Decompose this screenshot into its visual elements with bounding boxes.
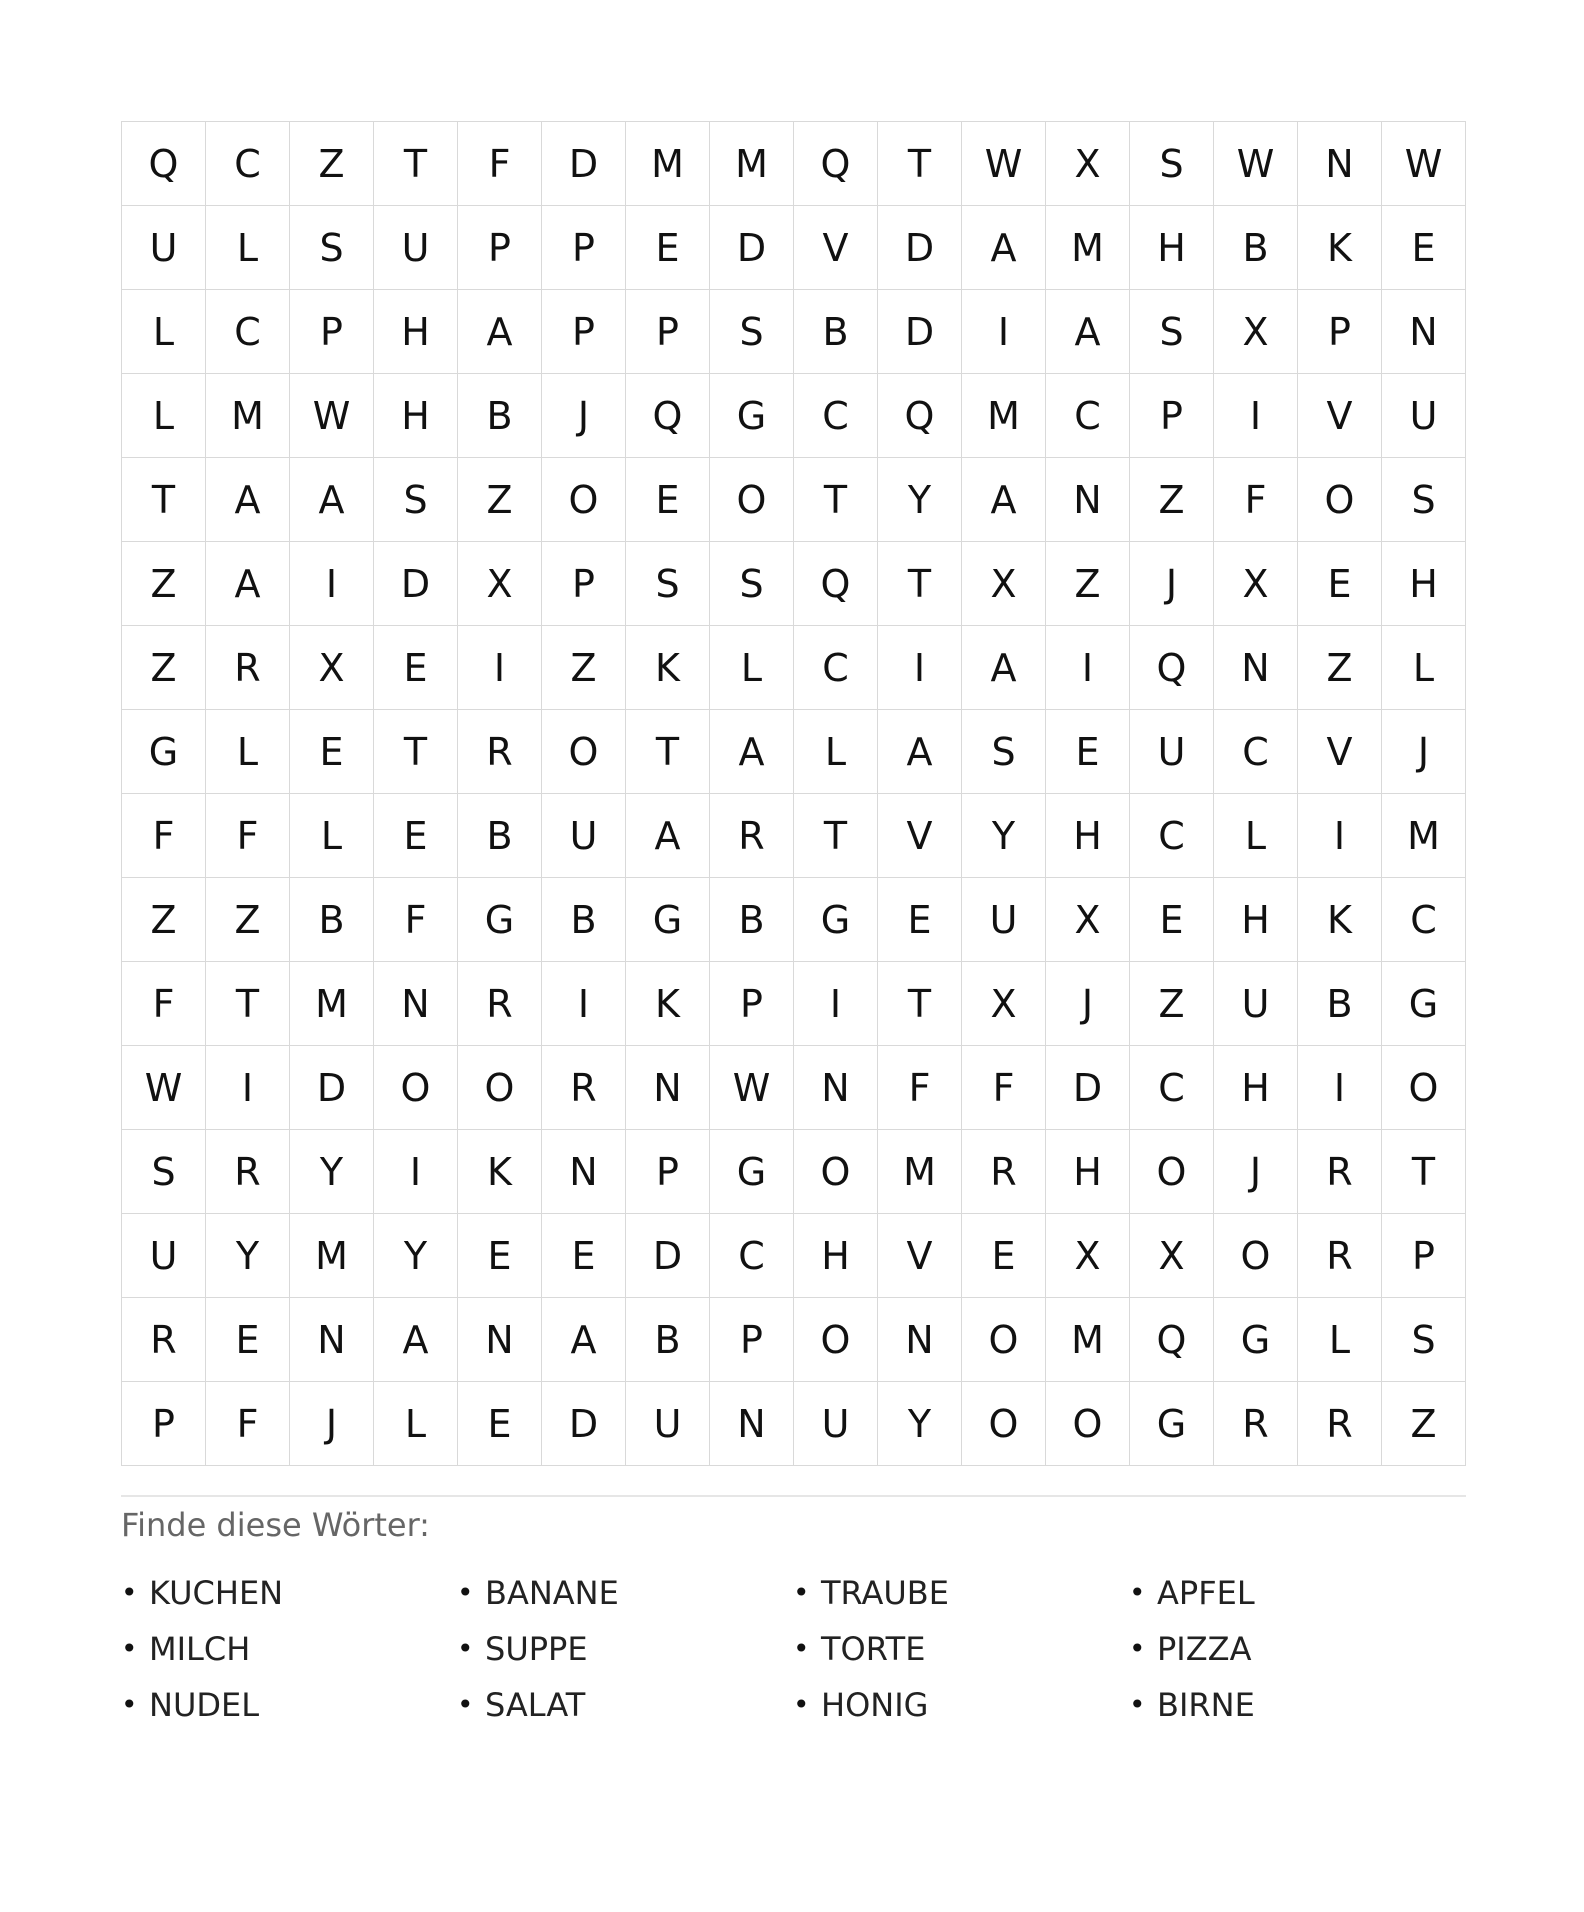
grid-cell[interactable]: I (1298, 1046, 1382, 1130)
grid-cell[interactable]: V (878, 1214, 962, 1298)
grid-cell[interactable]: E (1382, 206, 1466, 290)
grid-cell[interactable]: L (710, 626, 794, 710)
grid-cell[interactable]: K (626, 626, 710, 710)
grid-cell[interactable]: C (1046, 374, 1130, 458)
word-list-item (1129, 1565, 1465, 1621)
grid-cell[interactable]: E (878, 878, 962, 962)
word-label: PIZZA (1157, 1630, 1252, 1668)
grid-cell[interactable]: C (206, 122, 290, 206)
grid-cell[interactable]: G (794, 878, 878, 962)
grid-cell[interactable]: Z (1130, 458, 1214, 542)
grid-cell[interactable]: Y (962, 794, 1046, 878)
grid-cell[interactable]: A (374, 1298, 458, 1382)
grid-cell[interactable]: Z (122, 878, 206, 962)
grid-cell[interactable]: L (794, 710, 878, 794)
grid-cell[interactable]: T (122, 458, 206, 542)
grid-cell[interactable]: J (1046, 962, 1130, 1046)
grid-cell[interactable]: V (878, 794, 962, 878)
word-list-item (457, 1565, 793, 1621)
grid-cell[interactable]: L (1214, 794, 1298, 878)
grid-cell[interactable]: L (1382, 626, 1466, 710)
grid-cell[interactable]: A (542, 1298, 626, 1382)
grid-cell[interactable]: Y (290, 1130, 374, 1214)
grid-cell[interactable]: G (1382, 962, 1466, 1046)
grid-cell[interactable]: Q (1130, 1298, 1214, 1382)
grid-cell[interactable]: U (1214, 962, 1298, 1046)
grid-cell[interactable]: P (1298, 290, 1382, 374)
grid-cell[interactable]: I (374, 1130, 458, 1214)
grid-cell[interactable]: K (1298, 878, 1382, 962)
grid-cell[interactable]: U (1382, 374, 1466, 458)
grid-cell[interactable]: E (626, 206, 710, 290)
grid-cell[interactable]: X (458, 542, 542, 626)
grid-cell[interactable]: R (710, 794, 794, 878)
grid-cell[interactable]: Y (206, 1214, 290, 1298)
grid-cell[interactable]: Q (794, 542, 878, 626)
grid-cell[interactable]: R (1214, 1382, 1298, 1466)
grid-cell[interactable]: S (1382, 458, 1466, 542)
word-list-item (457, 1677, 793, 1733)
grid-cell[interactable]: O (794, 1298, 878, 1382)
grid-cell[interactable]: O (1382, 1046, 1466, 1130)
grid-cell[interactable]: Z (1046, 542, 1130, 626)
grid-cell[interactable]: P (1382, 1214, 1466, 1298)
grid-cell[interactable]: U (962, 878, 1046, 962)
grid-cell[interactable]: N (374, 962, 458, 1046)
word-label: SALAT (485, 1686, 586, 1724)
grid-cell[interactable]: A (962, 626, 1046, 710)
grid-cell[interactable]: C (206, 290, 290, 374)
grid-cell[interactable]: E (290, 710, 374, 794)
grid-cell[interactable]: S (1130, 290, 1214, 374)
grid-cell[interactable]: G (458, 878, 542, 962)
grid-cell[interactable]: X (1214, 542, 1298, 626)
grid-cell[interactable]: Z (1298, 626, 1382, 710)
grid-cell[interactable]: C (1214, 710, 1298, 794)
bullet-icon: • (121, 1688, 138, 1721)
grid-cell[interactable]: Y (878, 1382, 962, 1466)
word-list-item (1129, 1621, 1465, 1677)
grid-cell[interactable]: Y (374, 1214, 458, 1298)
grid-cell[interactable]: F (962, 1046, 1046, 1130)
grid-cell[interactable]: M (206, 374, 290, 458)
grid-cell[interactable]: F (122, 794, 206, 878)
grid-cell[interactable]: C (1382, 878, 1466, 962)
grid-cell[interactable]: T (374, 122, 458, 206)
grid-cell[interactable]: Z (1130, 962, 1214, 1046)
grid-cell[interactable]: F (122, 962, 206, 1046)
word-label: NUDEL (149, 1686, 260, 1724)
grid-cell[interactable]: S (710, 542, 794, 626)
word-label: TORTE (821, 1630, 926, 1668)
grid-cell[interactable]: R (962, 1130, 1046, 1214)
grid-cell[interactable]: H (1046, 794, 1130, 878)
grid-cell[interactable]: A (962, 206, 1046, 290)
grid-cell[interactable]: S (1130, 122, 1214, 206)
grid-cell[interactable]: J (542, 374, 626, 458)
grid-cell[interactable]: R (1298, 1214, 1382, 1298)
grid-cell[interactable]: J (1214, 1130, 1298, 1214)
grid-cell[interactable]: P (542, 290, 626, 374)
grid-cell[interactable]: S (1382, 1298, 1466, 1382)
grid-cell[interactable]: I (206, 1046, 290, 1130)
grid-cell[interactable]: P (290, 290, 374, 374)
grid-cell[interactable]: G (626, 878, 710, 962)
grid-cell[interactable]: S (290, 206, 374, 290)
grid-cell[interactable]: Q (626, 374, 710, 458)
grid-cell[interactable]: M (1382, 794, 1466, 878)
grid-cell[interactable]: B (710, 878, 794, 962)
grid-cell[interactable]: E (374, 626, 458, 710)
grid-cell[interactable]: K (458, 1130, 542, 1214)
grid-cell[interactable]: N (458, 1298, 542, 1382)
grid-cell[interactable]: A (458, 290, 542, 374)
grid-cell[interactable]: F (1214, 458, 1298, 542)
grid-cell[interactable]: D (542, 122, 626, 206)
grid-cell[interactable]: O (794, 1130, 878, 1214)
word-list-item (121, 1621, 457, 1677)
word-label: MILCH (149, 1630, 251, 1668)
grid-cell[interactable]: T (878, 122, 962, 206)
grid-cell[interactable]: G (710, 1130, 794, 1214)
grid-cell[interactable]: M (1046, 206, 1130, 290)
word-list (121, 1565, 1466, 1733)
word-list-item (793, 1677, 1129, 1733)
grid-cell[interactable]: L (290, 794, 374, 878)
grid-cell[interactable]: R (458, 710, 542, 794)
grid-cell[interactable]: T (626, 710, 710, 794)
grid-cell[interactable]: W (122, 1046, 206, 1130)
grid-cell[interactable]: I (878, 626, 962, 710)
word-label: BIRNE (1157, 1686, 1255, 1724)
grid-cell[interactable]: T (1382, 1130, 1466, 1214)
word-list-item (457, 1621, 793, 1677)
grid-cell[interactable]: B (1298, 962, 1382, 1046)
grid-cell[interactable]: T (794, 458, 878, 542)
word-search-grid (121, 121, 1466, 1466)
grid-cell[interactable]: K (1298, 206, 1382, 290)
grid-cell[interactable]: E (1046, 710, 1130, 794)
word-label: APFEL (1157, 1574, 1255, 1612)
grid-cell[interactable]: G (122, 710, 206, 794)
bullet-icon: • (457, 1632, 474, 1665)
grid-cell[interactable]: A (962, 458, 1046, 542)
grid-cell[interactable]: G (1130, 1382, 1214, 1466)
grid-cell[interactable]: Y (878, 458, 962, 542)
grid-cell[interactable]: C (710, 1214, 794, 1298)
grid-cell[interactable]: R (458, 962, 542, 1046)
grid-cell[interactable]: N (710, 1382, 794, 1466)
grid-cell[interactable]: H (794, 1214, 878, 1298)
grid-cell[interactable]: M (626, 122, 710, 206)
grid-cell[interactable]: E (458, 1214, 542, 1298)
grid-cell[interactable]: S (626, 542, 710, 626)
grid-cell[interactable]: P (458, 206, 542, 290)
grid-cell[interactable]: E (206, 1298, 290, 1382)
grid-cell[interactable]: I (794, 962, 878, 1046)
grid-cell[interactable]: Q (794, 122, 878, 206)
grid-cell[interactable]: X (1046, 1214, 1130, 1298)
grid-cell[interactable]: O (374, 1046, 458, 1130)
grid-cell[interactable]: X (962, 542, 1046, 626)
grid-cell[interactable]: Q (878, 374, 962, 458)
grid-cell[interactable]: R (206, 626, 290, 710)
grid-cell[interactable]: N (794, 1046, 878, 1130)
grid-cell[interactable]: Z (290, 122, 374, 206)
grid-cell[interactable]: N (290, 1298, 374, 1382)
grid-cell[interactable]: B (458, 374, 542, 458)
grid-cell[interactable]: Z (542, 626, 626, 710)
grid-cell[interactable]: T (374, 710, 458, 794)
divider (121, 1495, 1466, 1497)
grid-cell[interactable]: N (626, 1046, 710, 1130)
grid-cell[interactable]: S (710, 290, 794, 374)
bullet-icon: • (793, 1632, 810, 1665)
grid-cell[interactable]: B (626, 1298, 710, 1382)
word-list-title: Finde diese Wörter: (121, 1506, 430, 1544)
grid-cell[interactable]: Z (458, 458, 542, 542)
grid-cell[interactable]: X (1046, 122, 1130, 206)
bullet-icon: • (793, 1688, 810, 1721)
bullet-icon: • (1129, 1688, 1146, 1721)
grid-cell[interactable]: Z (122, 542, 206, 626)
grid-cell[interactable]: M (290, 962, 374, 1046)
grid-cell[interactable]: E (1130, 878, 1214, 962)
grid-cell[interactable]: S (122, 1130, 206, 1214)
grid-cell[interactable]: U (122, 206, 206, 290)
grid-cell[interactable]: B (458, 794, 542, 878)
grid-cell[interactable]: H (1382, 542, 1466, 626)
bullet-icon: • (457, 1688, 474, 1721)
grid-cell[interactable]: I (1214, 374, 1298, 458)
grid-cell[interactable]: A (1046, 290, 1130, 374)
grid-cell[interactable]: V (1298, 374, 1382, 458)
grid-cell[interactable]: C (1130, 1046, 1214, 1130)
bullet-icon: • (1129, 1576, 1146, 1609)
grid-cell[interactable]: L (122, 290, 206, 374)
grid-cell[interactable]: C (794, 626, 878, 710)
grid-cell[interactable]: H (1130, 206, 1214, 290)
grid-cell[interactable]: D (290, 1046, 374, 1130)
word-list-item (1129, 1677, 1465, 1733)
grid-cell[interactable]: X (962, 962, 1046, 1046)
grid-cell[interactable]: P (1130, 374, 1214, 458)
grid-cell[interactable]: G (710, 374, 794, 458)
grid-cell[interactable]: V (1298, 710, 1382, 794)
grid-cell[interactable]: M (290, 1214, 374, 1298)
grid-cell[interactable]: N (1046, 458, 1130, 542)
grid-cell[interactable]: F (206, 1382, 290, 1466)
grid-cell[interactable]: B (542, 878, 626, 962)
grid-cell[interactable]: O (1130, 1130, 1214, 1214)
grid-cell[interactable]: F (374, 878, 458, 962)
grid-cell[interactable]: I (1046, 626, 1130, 710)
grid-cell[interactable]: K (626, 962, 710, 1046)
grid-cell[interactable]: P (710, 962, 794, 1046)
grid-cell[interactable]: Q (122, 122, 206, 206)
grid-cell[interactable]: S (374, 458, 458, 542)
grid-cell[interactable]: X (290, 626, 374, 710)
grid-cell[interactable]: Q (1130, 626, 1214, 710)
grid-cell[interactable]: F (878, 1046, 962, 1130)
grid-cell[interactable]: P (542, 542, 626, 626)
grid-cell[interactable]: L (374, 1382, 458, 1466)
grid-cell[interactable]: Z (122, 626, 206, 710)
grid-cell[interactable]: W (1214, 122, 1298, 206)
grid-cell[interactable]: I (542, 962, 626, 1046)
grid-cell[interactable]: W (962, 122, 1046, 206)
grid-cell[interactable]: T (878, 962, 962, 1046)
bullet-icon: • (121, 1576, 138, 1609)
grid-cell[interactable]: U (1130, 710, 1214, 794)
grid-cell[interactable]: O (1214, 1214, 1298, 1298)
grid-cell[interactable]: U (542, 794, 626, 878)
grid-cell[interactable]: L (206, 710, 290, 794)
grid-cell[interactable]: P (626, 290, 710, 374)
grid-cell[interactable]: C (1130, 794, 1214, 878)
grid-cell[interactable]: J (1382, 710, 1466, 794)
grid-cell[interactable]: P (542, 206, 626, 290)
grid-cell[interactable]: J (290, 1382, 374, 1466)
grid-cell[interactable]: W (290, 374, 374, 458)
grid-cell[interactable]: D (542, 1382, 626, 1466)
grid-cell[interactable]: U (794, 1382, 878, 1466)
grid-cell[interactable]: E (626, 458, 710, 542)
grid-cell[interactable]: O (1046, 1382, 1130, 1466)
word-list-item (793, 1621, 1129, 1677)
word-label: TRAUBE (821, 1574, 949, 1612)
grid-cell[interactable]: S (962, 710, 1046, 794)
grid-cell[interactable]: L (122, 374, 206, 458)
grid-cell[interactable]: C (794, 374, 878, 458)
grid-cell[interactable]: I (458, 626, 542, 710)
grid-cell[interactable]: N (542, 1130, 626, 1214)
grid-cell[interactable]: I (290, 542, 374, 626)
grid-cell[interactable]: B (290, 878, 374, 962)
grid-cell[interactable]: F (206, 794, 290, 878)
grid-cell[interactable]: T (794, 794, 878, 878)
grid-cell[interactable]: A (206, 542, 290, 626)
grid-cell[interactable]: A (626, 794, 710, 878)
word-list-item (121, 1565, 457, 1621)
grid-cell[interactable]: M (962, 374, 1046, 458)
grid-cell[interactable]: D (878, 206, 962, 290)
grid-cell[interactable]: E (542, 1214, 626, 1298)
grid-cell[interactable]: W (710, 1046, 794, 1130)
grid-cell[interactable]: X (1130, 1214, 1214, 1298)
grid-cell[interactable]: B (794, 290, 878, 374)
grid-cell[interactable]: E (962, 1214, 1046, 1298)
grid-cell[interactable]: D (626, 1214, 710, 1298)
grid-cell[interactable]: L (206, 206, 290, 290)
grid-cell[interactable]: E (458, 1382, 542, 1466)
grid-cell[interactable]: Z (1382, 1382, 1466, 1466)
grid-cell[interactable]: U (374, 206, 458, 290)
grid-cell[interactable]: H (1046, 1130, 1130, 1214)
word-list-item (793, 1565, 1129, 1621)
grid-cell[interactable]: X (1046, 878, 1130, 962)
grid-cell[interactable]: M (878, 1130, 962, 1214)
grid-cell[interactable]: X (1214, 290, 1298, 374)
grid-cell[interactable]: J (1130, 542, 1214, 626)
grid-cell[interactable]: L (1298, 1298, 1382, 1382)
word-list-item (121, 1677, 457, 1733)
bullet-icon: • (793, 1576, 810, 1609)
grid-cell[interactable]: D (878, 290, 962, 374)
grid-cell[interactable]: I (962, 290, 1046, 374)
grid-cell[interactable]: D (374, 542, 458, 626)
grid-cell[interactable]: W (1382, 122, 1466, 206)
grid-cell[interactable]: O (962, 1382, 1046, 1466)
word-label: KUCHEN (149, 1574, 284, 1612)
grid-cell[interactable]: P (710, 1298, 794, 1382)
grid-cell[interactable]: O (962, 1298, 1046, 1382)
grid-cell[interactable]: F (458, 122, 542, 206)
grid-cell[interactable]: U (122, 1214, 206, 1298)
grid-cell[interactable]: I (1298, 794, 1382, 878)
bullet-icon: • (1129, 1632, 1146, 1665)
grid-cell[interactable]: R (1298, 1130, 1382, 1214)
grid-cell[interactable]: R (1298, 1382, 1382, 1466)
word-label: SUPPE (485, 1630, 588, 1668)
grid-cell[interactable]: O (1298, 458, 1382, 542)
word-label: BANANE (485, 1574, 619, 1612)
grid-cell[interactable]: O (542, 710, 626, 794)
grid-cell[interactable]: T (878, 542, 962, 626)
grid-cell[interactable]: R (206, 1130, 290, 1214)
grid-cell[interactable]: O (710, 458, 794, 542)
grid-cell[interactable]: O (542, 458, 626, 542)
bullet-icon: • (457, 1576, 474, 1609)
grid-cell[interactable]: T (206, 962, 290, 1046)
word-label: HONIG (821, 1686, 929, 1724)
grid-cell[interactable]: A (710, 710, 794, 794)
grid-cell[interactable]: H (374, 374, 458, 458)
grid-cell[interactable]: H (1214, 878, 1298, 962)
grid-cell[interactable]: N (1298, 122, 1382, 206)
grid-cell[interactable]: M (710, 122, 794, 206)
grid-cell[interactable]: N (878, 1298, 962, 1382)
grid-cell[interactable]: U (626, 1382, 710, 1466)
grid-cell[interactable]: B (1214, 206, 1298, 290)
grid-cell[interactable]: P (122, 1382, 206, 1466)
grid-cell[interactable]: H (374, 290, 458, 374)
bullet-icon: • (121, 1632, 138, 1665)
grid-cell[interactable]: D (710, 206, 794, 290)
grid-cell[interactable]: M (1046, 1298, 1130, 1382)
grid-cell[interactable]: P (626, 1130, 710, 1214)
grid-cell[interactable]: A (206, 458, 290, 542)
grid-cell[interactable]: N (1382, 290, 1466, 374)
grid-cell[interactable]: V (794, 206, 878, 290)
grid-cell[interactable]: E (1298, 542, 1382, 626)
grid-cell[interactable]: N (1214, 626, 1298, 710)
grid-cell[interactable]: O (458, 1046, 542, 1130)
grid-cell[interactable]: A (290, 458, 374, 542)
grid-cell[interactable]: H (1214, 1046, 1298, 1130)
grid-cell[interactable]: G (1214, 1298, 1298, 1382)
grid-cell[interactable]: Z (206, 878, 290, 962)
grid-cell[interactable]: A (878, 710, 962, 794)
grid-cell[interactable]: E (374, 794, 458, 878)
grid-cell[interactable]: R (542, 1046, 626, 1130)
grid-cell[interactable]: D (1046, 1046, 1130, 1130)
grid-cell[interactable]: R (122, 1298, 206, 1382)
